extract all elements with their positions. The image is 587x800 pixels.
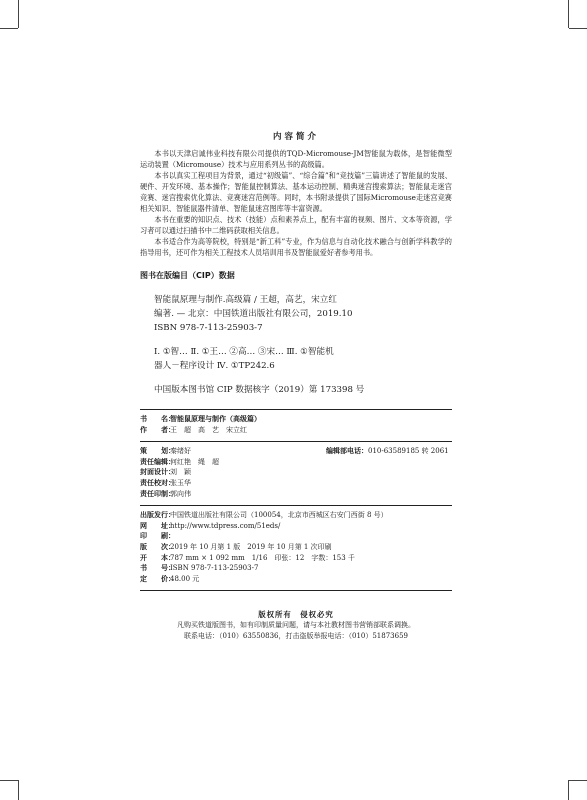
info-label: 网 址： <box>140 521 175 530</box>
info-label: 书 名： <box>140 415 175 423</box>
crop-mark <box>0 780 18 781</box>
crop-mark <box>18 0 19 28</box>
crop-mark <box>18 780 19 800</box>
cover-design-value: 刘 颖 <box>170 468 191 477</box>
rights-title: 版权所有 侵权必究 <box>258 610 334 620</box>
info-label: 责任校对： <box>140 478 175 487</box>
divider <box>140 590 452 591</box>
crop-mark <box>569 780 587 781</box>
summary-paragraph: 本书在重要的知识点、技术（技能）点和素养点上，配有丰富的视频、图片、文本等资源，学习者可以通过扫描书中二维码获取相关信息。 <box>140 215 452 235</box>
crop-mark <box>569 28 587 29</box>
price-value: 48.00 元 <box>170 574 200 583</box>
cip-classification-line: 器人－程序设计 Ⅳ. ①TP242.6 <box>154 361 275 371</box>
cip-number: 中国版本图书馆 CIP 数据核字（2019）第 173398 号 <box>154 385 365 395</box>
cip-line: 编著. — 北京：中国铁道出版社有限公司，2019.10 <box>154 309 353 319</box>
price-row <box>140 574 452 585</box>
info-label: 作 者： <box>140 425 175 434</box>
printer-row <box>140 531 452 542</box>
planning-row <box>140 446 452 457</box>
proofreader-value: 张玉华 <box>170 478 191 487</box>
book-title: 智能鼠原理与制作（高级篇） <box>170 415 261 423</box>
publisher-value: 中国铁道出版社有限公司（100054，北京市西城区右安门西街 8 号） <box>170 511 388 520</box>
info-label: 策 划： <box>140 447 175 456</box>
crop-mark <box>0 28 18 29</box>
book-author-row <box>140 425 452 436</box>
book-info <box>140 409 452 591</box>
publisher-row <box>140 510 452 521</box>
rights-line: 联系电话：（010）63550836，打击盗版举报电话：（010）51873659 <box>184 632 408 641</box>
editorial-phone-value: 010-63589185 转 2061 <box>368 447 449 456</box>
cip-header: 图书在版编目（CIP）数据 <box>140 271 235 280</box>
editor-value: 何红艳 绳 超 <box>170 457 219 466</box>
isbn-row <box>140 563 452 574</box>
print-manager-value: 郭向伟 <box>170 489 191 498</box>
editorial-phone-label: 编辑部电话： <box>326 447 368 456</box>
cover-design-row <box>140 467 452 478</box>
info-label: 版 次： <box>140 542 175 551</box>
print-manager-row <box>140 489 452 500</box>
book-title-row <box>140 414 452 425</box>
website-row <box>140 521 452 532</box>
info-label: 书 号： <box>140 564 175 573</box>
summary-paragraph: 本书以天津启诚伟业科技有限公司提供的TQD-Micromouse-JM智能鼠为载体，是智能微型运动装置（Micromouse）技术与应用系列丛书的高级篇。 <box>140 149 452 169</box>
proofreader-row <box>140 478 452 489</box>
cip-line: 智能鼠原理与制作.高级篇 / 王超，高艺，宋立红 <box>154 295 337 305</box>
info-label: 封面设计： <box>140 468 175 477</box>
info-label: 开 本： <box>140 553 175 562</box>
cip-record <box>140 293 452 335</box>
crop-mark <box>568 0 569 28</box>
rights-notice <box>140 609 452 642</box>
info-label: 印 刷： <box>140 532 175 541</box>
format-value: 787 mm × 1 092 mm 1/16 印张：12 字数：153 千 <box>170 553 355 562</box>
website-value: http://www.tdpress.com/51eds/ <box>170 521 281 530</box>
format-row <box>140 553 452 564</box>
summary-paragraph: 本书以真实工程项目为背景，通过“初级篇”、“综合篇”和“竞技篇”三篇讲述了智能鼠的发展、硬件、开发环境、基本操作；智能鼠控制算法、基本运动控制、精典迷宫搜索算法；智能鼠走迷宫竞赛、迷宫搜索优化算法、竞赛迷宫范例等。同时，本书附录提供了国际Micromouse走迷宫竞赛相关知识、智能鼠器件清单、智能鼠迷宫图库等丰富资源。 <box>140 171 452 213</box>
isbn-value: ISBN 978-7-113-25903-7 <box>170 564 259 573</box>
edition-value: 2019 年 10 月第 1 版 2019 年 10 月第 1 次印刷 <box>170 542 332 551</box>
cip-classification <box>140 345 452 373</box>
edition-row <box>140 542 452 553</box>
page-content <box>140 130 452 642</box>
crop-mark <box>568 780 569 800</box>
summary-title: 内容简介 <box>272 132 319 142</box>
info-label: 责任编辑： <box>140 457 175 466</box>
info-label: 定 价： <box>140 574 175 583</box>
book-authors: 王 超 高 艺 宋立红 <box>170 425 247 434</box>
cip-line: ISBN 978-7-113-25903-7 <box>154 323 263 333</box>
cip-classification-line: Ⅰ. ①智… Ⅱ. ①王… ②高… ③宋… Ⅲ. ①智能机 <box>154 347 334 357</box>
editor-row <box>140 457 452 468</box>
planning-value: 秦绪好 <box>170 447 191 456</box>
rights-line: 凡购买铁道版图书，如有印制质量问题，请与本社教材图书营销部联系调换。 <box>177 621 415 630</box>
info-label: 责任印制： <box>140 489 175 498</box>
summary-paragraph: 本书适合作为高等院校，特别是“新工科”专业，作为信息与自动化技术融合与创新学科教学的指导用书，还可作为相关工程技术人员培训用书及智能鼠爱好者参考用书。 <box>140 237 452 257</box>
info-label: 出版发行： <box>140 511 175 520</box>
